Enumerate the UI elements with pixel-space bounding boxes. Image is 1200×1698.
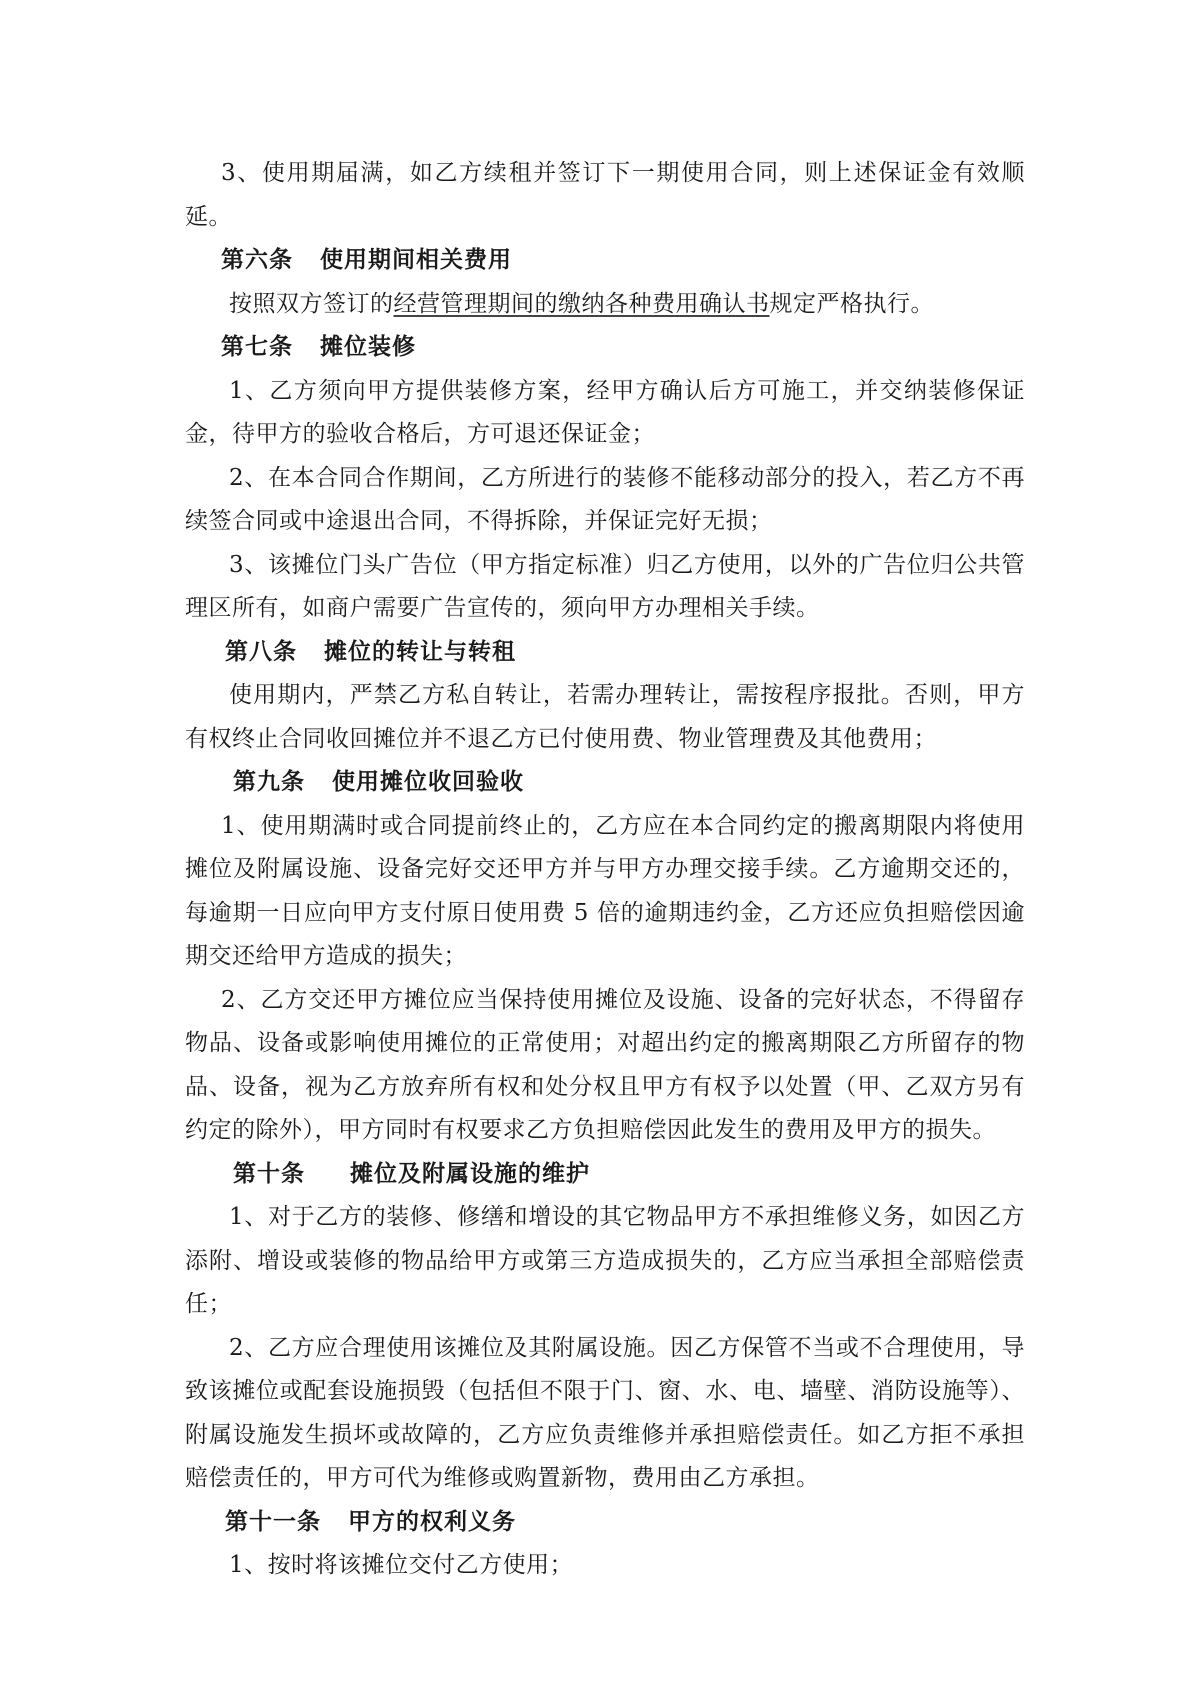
article-6-text-after: 规定严格执行。 [769, 290, 934, 317]
article-6-paragraph [185, 283, 1025, 327]
article-11-item-1: 1、按时将该摊位交付乙方使用； [229, 1552, 574, 1578]
article-7-item-1: 1、乙方须向甲方提供装修方案，经甲方确认后方可施工，并交纳装修保证金，待甲方的验收合格后，方可退还保证金； [185, 377, 1025, 447]
article-7-heading: 第七条 摊位装修 [221, 334, 417, 360]
article-7-item-2: 2、在本合同合作期间，乙方所进行的装修不能移动部分的投入，若乙方不再续签合同或中途退出合同，不得拆除，并保证完好无损； [185, 464, 1025, 534]
document-body [185, 152, 1025, 1588]
article-6-heading: 第六条 使用期间相关费用 [221, 247, 513, 273]
article-9-item-1: 1、使用期满时或合同提前终止的，乙方应在本合同约定的搬离期限内将使用摊位及附属设施、设备完好交还甲方并与甲方办理交接手续。乙方逾期交还的，每逾期一日应向甲方支付原日使用费 5 倍的逾期违约金，乙方还应负担赔偿因逾期交还给甲方造成的损失； [185, 812, 1025, 969]
fee-confirmation-link[interactable]: 经营管理期间的缴纳各种费用确认书 [393, 290, 770, 317]
article-7-item-3: 3、该摊位门头广告位（甲方指定标准）归乙方使用，以外的广告位归公共管理区所有，如商户需要广告宣传的，须向甲方办理相关手续。 [185, 551, 1025, 621]
article-11-heading: 第十一条 甲方的权利义务 [225, 1508, 517, 1535]
article-8-heading: 第八条 摊位的转让与转租 [225, 638, 517, 665]
article-9-item-2: 2、乙方交还甲方摊位应当保持使用摊位及设施、设备的完好状态，不得留存物品、设备或影响使用摊位的正常使用；对超出约定的搬离期限乙方所留存的物品、设备，视为乙方放弃所有权和处分权且甲方有权予以处置（甲、乙双方另有约定的除外），甲方同时有权要求乙方负担赔偿因此发生的费用及甲方的损失。 [185, 986, 1025, 1143]
article-10-item-1: 1、对于乙方的装修、修缮和增设的其它物品甲方不承担维修义务，如因乙方添附、增设或装修的物品给甲方或第三方造成损失的，乙方应当承担全部赔偿责任； [185, 1204, 1025, 1317]
article-9-heading: 第九条 使用摊位收回验收 [233, 769, 525, 795]
article-10-item-2: 2、乙方应合理使用该摊位及其附属设施。因乙方保管不当或不合理使用，导致该摊位或配套设施损毁（包括但不限于门、窗、水、电、墙壁、消防设施等）、附属设施发生损坏或故障的，乙方应负责维修并承担赔偿责任。如乙方拒不承担赔偿责任的，甲方可代为维修或购置新物，费用由乙方承担。 [185, 1334, 1025, 1491]
article-10-heading: 第十条 摊位及附属设施的维护 [233, 1160, 591, 1187]
paragraph-deposit-extension: 3、使用期届满，如乙方续租并签订下一期使用合同，则上述保证金有效顺延。 [185, 160, 1025, 230]
article-8-item-1: 使用期内，严禁乙方私自转让，若需办理转让，需按程序报批。否则，甲方有权终止合同收回摊位并不退乙方已付使用费、物业管理费及其他费用； [185, 682, 1025, 752]
article-6-text-before: 按照双方签订的 [229, 290, 394, 317]
